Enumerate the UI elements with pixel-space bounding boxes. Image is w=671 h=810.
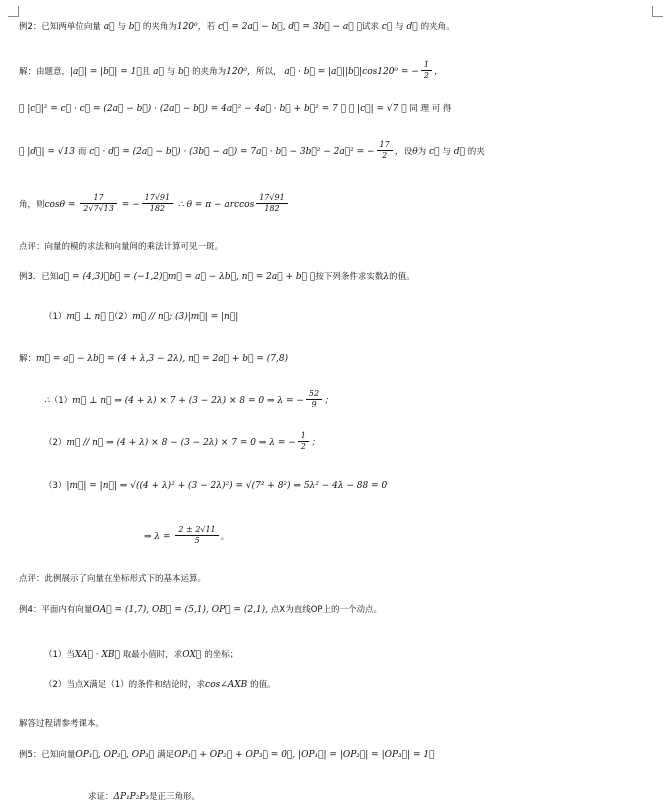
- math-run: OA⃗ = (1,7), OB⃗ = (5,1), OP⃗ = (2,1),: [92, 605, 271, 615]
- text-run: 为: [417, 147, 427, 157]
- ex2-solution-1: [0, 60, 671, 82]
- text-run: 且: [141, 67, 151, 77]
- text-run: 。: [220, 532, 230, 542]
- fraction-denominator: 2: [382, 150, 388, 160]
- text-run: 例3．已知: [19, 272, 59, 282]
- text-run: 的值。: [250, 680, 276, 690]
- text-run: （1）当: [44, 650, 75, 660]
- math-run: a⃗: [150, 67, 167, 77]
- math-run: XA⃗ · XB⃗: [74, 650, 123, 660]
- text-run: 与: [395, 22, 404, 32]
- math-run: ；: [310, 438, 320, 448]
- ex2-solution-4: [0, 193, 671, 215]
- fraction-numerator: 17: [80, 193, 117, 203]
- ex4-question-1: [0, 643, 671, 665]
- fraction-denominator: 2: [423, 70, 429, 80]
- math-run: ；: [324, 396, 334, 406]
- math-run: ∵ |c⃗|² = c⃗ · c⃗ = (2a⃗ − b⃗) · (2a⃗ − b⃗) = 4a⃗² − 4a⃗ · b⃗ + b⃗² = 7 ， ∴ |c⃗| = √7 ，: [19, 104, 407, 114]
- fraction: [306, 389, 322, 408]
- math-run: d⃗: [450, 147, 468, 157]
- text-run: 的坐标；: [204, 650, 239, 660]
- fraction-numerator: 17√91: [256, 193, 287, 203]
- ex3-solution-1: [0, 347, 671, 369]
- ex5-problem: [0, 743, 671, 765]
- math-run: cosθ =: [44, 200, 79, 210]
- text-run: 取最小值时，求: [122, 650, 183, 660]
- math-run: a⃗ · b⃗ = |a⃗||b⃗|cos120⁰ = −: [281, 67, 419, 77]
- ex3-problem: [0, 265, 671, 287]
- text-run: 点评：此例展示了向量在坐标形式下的基本运算。: [19, 574, 207, 584]
- ex3-solution-2: [0, 389, 671, 411]
- text-run: 同 理 可 得: [406, 104, 452, 114]
- fraction-denominator: 2: [300, 441, 306, 451]
- text-run: 点X为直线OP上的一个动点。: [270, 605, 383, 615]
- fraction-numerator: 52: [306, 389, 322, 399]
- fraction: [256, 193, 287, 212]
- text-run: 的夹: [467, 147, 485, 157]
- text-run: （2）: [114, 312, 133, 322]
- ex4-question-2: [0, 673, 671, 695]
- ex4-answer-note: [0, 712, 671, 734]
- text-run: 若: [206, 22, 216, 32]
- text-run: （3）: [44, 481, 67, 491]
- math-run: m⃗ // n⃗; (3)|m⃗| = |n⃗|: [132, 312, 239, 322]
- text-run: 按下列条件求实数: [315, 272, 384, 282]
- text-run: 求证：: [88, 792, 114, 802]
- ex4-problem: [0, 598, 671, 620]
- math-run: |a⃗| = |b⃗| = 1，: [70, 67, 142, 77]
- ex3-solution-4: [0, 474, 671, 496]
- text-run: 而: [77, 147, 87, 157]
- fraction-numerator: 17: [377, 140, 393, 150]
- math-run: cos∠AXB: [205, 680, 251, 690]
- fraction-denominator: 9: [311, 399, 317, 409]
- fraction-denominator: 182: [264, 203, 280, 213]
- text-run: 所以，: [255, 67, 282, 77]
- math-run: |m⃗| = |n⃗| ⇒ √((4 + λ)² + (3 − 2λ)²) = √(7² + 8²) ⇒ 5λ² − 4λ − 88 = 0: [66, 481, 388, 491]
- math-run: d⃗: [403, 22, 421, 32]
- ex2-comment: [0, 235, 671, 257]
- math-run: λ: [383, 272, 390, 282]
- text-run: 的夹角为: [142, 22, 177, 32]
- math-run: ΔP₁P₂P₃: [113, 792, 150, 802]
- fraction-denominator: 182: [149, 203, 166, 213]
- ex3-solution-5: [0, 525, 671, 547]
- text-run: 解答过程请参考课本。: [19, 719, 105, 729]
- text-run: （1）: [49, 396, 73, 406]
- math-run: m⃗ ⊥ n⃗ ；: [66, 312, 115, 322]
- ex3-conditions: [0, 305, 671, 327]
- fraction-denominator: 5: [194, 535, 200, 545]
- fraction: [80, 193, 117, 212]
- math-run: ，: [394, 147, 404, 157]
- math-run: ⇒ λ =: [144, 532, 174, 542]
- fraction: [175, 525, 218, 544]
- fraction-numerator: 17√91: [142, 193, 173, 203]
- text-run: （2）: [44, 438, 67, 448]
- math-run: m⃗ = a⃗ − λb⃗ = (4 + λ,3 − 2λ), n⃗ = 2a⃗ + b⃗ = (7,8): [36, 354, 289, 364]
- fraction: [142, 193, 173, 212]
- text-run: 的值。: [389, 272, 415, 282]
- math-run: ∴ |d⃗| = √13: [19, 147, 78, 157]
- text-run: 点评：向量的模的求法和向量间的乘法计算可见一斑。: [19, 242, 224, 252]
- text-run: 例5：已知向量: [19, 750, 76, 760]
- text-run: （2）当点X满足（1）的条件和结论时，求: [44, 680, 206, 690]
- math-run: m⃗ // n⃗ ⇒ (4 + λ) × 8 − (3 − 2λ) × 7 = 0 ⇒ λ = −: [66, 438, 296, 448]
- math-run: ，: [433, 67, 443, 77]
- fraction-numerator: 1: [421, 60, 432, 70]
- math-run: b⃗: [175, 67, 193, 77]
- math-run: a⃗: [100, 22, 118, 32]
- text-run: 是正三角形。: [149, 792, 201, 802]
- fraction: [377, 140, 393, 159]
- math-run: b⃗: [125, 22, 143, 32]
- math-run: ∴ θ = π − arccos: [175, 200, 255, 210]
- math-run: = −: [118, 200, 140, 210]
- ex3-comment: [0, 567, 671, 589]
- fraction: [298, 431, 309, 450]
- math-run: OX⃗: [182, 650, 205, 660]
- text-run: 与: [442, 147, 451, 157]
- math-run: c⃗ = 2a⃗ − b⃗, d⃗ = 3b⃗ − a⃗ ，: [215, 22, 362, 32]
- text-run: 的夹角为: [192, 67, 227, 77]
- ex3-solution-3: [0, 431, 671, 453]
- fraction-numerator: 1: [298, 431, 309, 441]
- math-run: θ: [412, 147, 418, 157]
- text-run: 满足: [157, 750, 175, 760]
- math-run: c⃗: [426, 147, 443, 157]
- text-run: 解：由题意，: [19, 67, 71, 77]
- text-run: 例4：平面内有向量: [19, 605, 93, 615]
- text-run: 解：: [19, 354, 37, 364]
- text-run: 试求: [361, 22, 379, 32]
- ex2-problem: [0, 15, 671, 37]
- text-run: 设: [403, 147, 413, 157]
- ex2-solution-3: [0, 140, 671, 162]
- fraction-numerator: 2 ± 2√11: [175, 525, 218, 535]
- math-run: m⃗ ⊥ n⃗ ⇒ (4 + λ) × 7 + (3 − 2λ) × 8 = 0 ⇒ λ = −: [72, 396, 304, 406]
- ex2-solution-2: [0, 97, 671, 119]
- fraction-denominator: 2√7√13: [83, 203, 114, 213]
- text-run: 例2：已知两单位向量: [19, 22, 101, 32]
- math-run: ∴: [44, 396, 50, 406]
- text-run: 的夹角。: [420, 22, 455, 32]
- math-run: OP₁⃗ + OP₂⃗ + OP₃⃗ = 0⃗, |OP₁⃗| = |OP₂⃗| = |OP₃⃗| = 1，: [174, 750, 435, 760]
- text-run: 与: [166, 67, 176, 77]
- fraction: [421, 60, 432, 79]
- math-run: OP₁⃗, OP₂⃗, OP₃⃗: [75, 750, 158, 760]
- math-run: c⃗ · d⃗ = (2a⃗ − b⃗) · (3b⃗ − a⃗) = 7a⃗ · b⃗ − 3b⃗² − 2a⃗² = −: [86, 147, 375, 157]
- math-run: 120⁰，: [176, 22, 207, 32]
- ex5-prove: [0, 785, 671, 807]
- text-run: （1）: [44, 312, 67, 322]
- math-run: 120⁰，: [226, 67, 256, 77]
- text-run: 角，则: [19, 200, 45, 210]
- text-run: 与: [117, 22, 126, 32]
- math-run: a⃗ = (4,3)，b⃗ = (−1,2)，m⃗ = a⃗ − λb⃗, n⃗ = 2a⃗ + b⃗ ，: [58, 272, 316, 282]
- math-run: c⃗: [378, 22, 396, 32]
